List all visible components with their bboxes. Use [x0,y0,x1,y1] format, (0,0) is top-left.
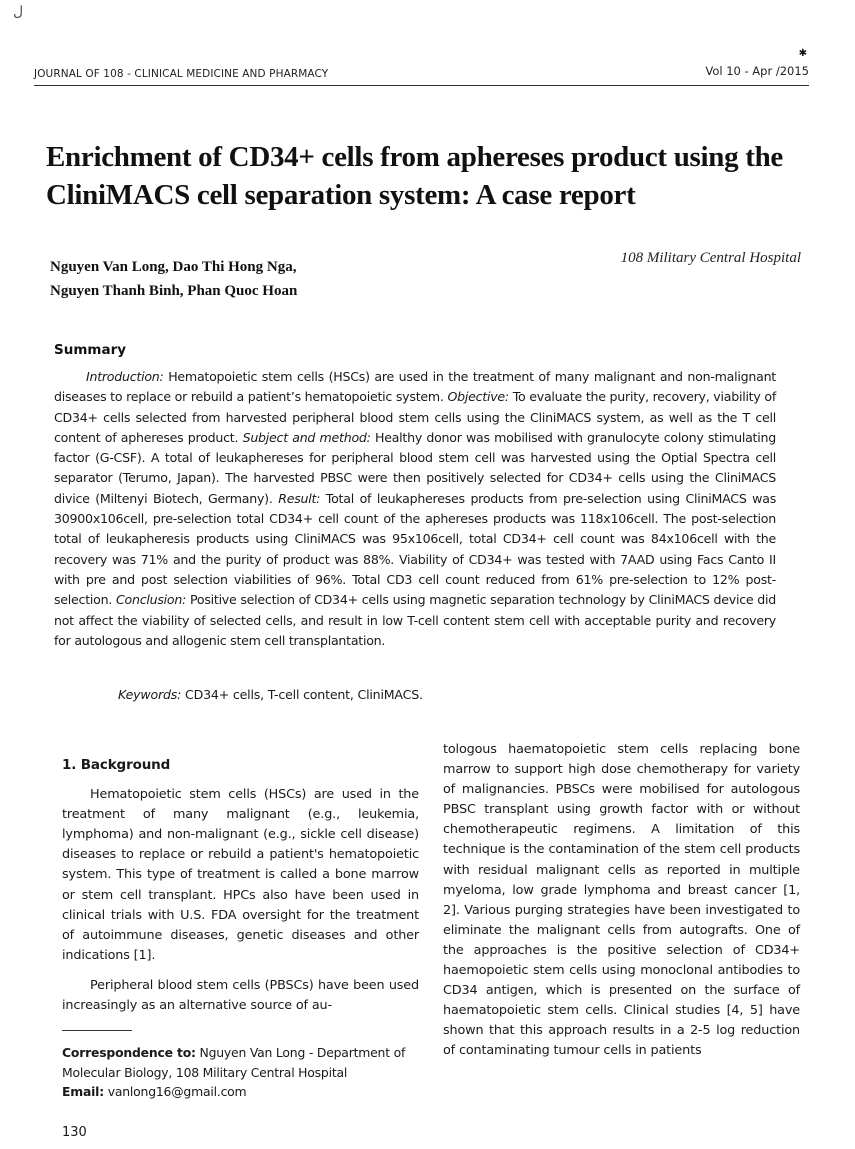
footnote-divider [62,1030,132,1031]
background-heading: 1. Background [62,757,171,773]
right-column [443,740,800,1072]
correspondence-footnote [62,1043,422,1102]
journal-name: JOURNAL OF 108 - CLINICAL MEDICINE AND PHARMACY [34,68,329,80]
keywords-label: Keywords: [118,687,182,702]
email-label: Email: [62,1084,104,1099]
page-number: 130 [62,1125,87,1140]
author-list [50,255,297,303]
result-label: Result: [278,490,321,506]
scan-artifact: ل [13,4,24,20]
keywords-text: CD34+ cells, T-cell content, CliniMACS. [181,687,423,702]
left-column [62,755,419,1026]
volume-info: Vol 10 - Apr /2015 [705,64,809,78]
result-text: Total of leukaphereses products from pre-selection using CliniMACS was 30900x106cell, pre-selection total CD34+ cell count of the aphereses products was 118x106cell. The post-selection total of leukapheresis products using CliniMACS was 95x106cell, total CD34+ cell count was 84x106cell with the recovery was 71% and the purity of product was 88%. Viability of CD34+ was tested with 7AAD using Facs Canto II with pre and post selection viabilities of 96%. Total CD3 cell count reduced from 61% pre-selection to 12% post-selection. [54,490,777,608]
correspondence-label: Correspondence to: [62,1045,196,1060]
keywords [118,687,423,702]
affiliation: 108 Military Central Hospital [620,250,801,266]
summary-heading: Summary [54,342,127,358]
correspondence-line [62,1043,422,1082]
star-icon: ✱ [798,48,807,59]
objective-label: Objective: [447,389,509,405]
abstract-paragraph [54,367,776,651]
summary-abstract [54,367,776,651]
method-text: Healthy donor was mobilised with granulocyte colony stimulating factor (G-CSF). A total of leukaphereses for peripheral blood stem cell was harvested using the Optial Spectra cell separator (Terumo, Japan). The harvested PBSC were then positively selected for CD34+ cells using the CliniMACS divice (Miltenyi Biotech, Germany). [54,429,776,506]
author-line-2: Nguyen Thanh Binh, Phan Quoc Hoan [50,283,298,299]
correspondence-text: Nguyen Van Long - Department of Molecular Biology, 108 Military Central Hospital [62,1045,406,1080]
method-label: Subject and method: [242,429,371,445]
article-title: Enrichment of CD34+ cells from aphereses product using the CliniMACS cell separation system: A case report [46,141,783,211]
header-divider [34,85,809,86]
email-address[interactable]: vanlong16@gmail.com [104,1084,247,1099]
conclusion-label: Conclusion: [115,592,187,608]
conclusion-text: Positive selection of CD34+ cells using magnetic separation technology by CliniMACS device did not affect the viability of selected cells, and result in low T-cell content stem cell with acceptable purity and recovery for autologous and allogenic stem cell transplantation. [54,592,776,648]
background-paragraph-1: Hematopoietic stem cells (HSCs) are used in the treatment of many malignant (e.g., leukemia, lymphoma) and non-malignant (e.g., sickle cell disease) diseases to replace or rebuild a patient's hematopoietic system. This type of treatment is called a bone marrow or stem cell transplant. HPCs also have been used in clinical trials with U.S. FDA oversight for the treatment of autoimmune diseases, genetic diseases and other indications [1]. [62,787,419,963]
objective-text: To evaluate the purity, recovery, viability of CD34+ cells selected from harvested peripheral blood stem cells using the CliniMACS system, as well as the T cell content of aphereses product. [54,389,777,445]
running-header [34,48,809,82]
background-paragraph-2: Peripheral blood stem cells (PBSCs) have been used increasingly as an alternative source of au- [62,977,419,1014]
author-line-1: Nguyen Van Long, Dao Thi Hong Nga, [50,259,297,275]
email-line [62,1082,422,1102]
intro-text: Hematopoietic stem cells (HSCs) are used in the treatment of many malignant and non-malignant diseases to replace or rebuild a patient’s hematopoietic system. [54,369,776,405]
intro-label: Introduction: [86,369,164,384]
background-paragraph-2-continued: tologous haematopoietic stem cells replacing bone marrow to support high dose chemotherapy for variety of malignancies. PBSCs were mobilised for autologous PBSC transplant using growth factor with or without chemotherapeutic regimens. A limitation of this technique is the contamination of the stem cell products with residual malignant cells as reported in multiple myeloma, low grade lymphoma and breast cancer [1, 2]. Various purging strategies have been investigated to eliminate the malignant cells from autografts. One of the approaches is the positive selection of CD34+ haemopoietic stem cells using monoclonal antibodies to CD34 antigen, which is presented on the surface of haematopoietic stem cells. Clinical studies [4, 5] have shown that this approach results in a 2-5 log reduction of contaminating tumour cells in patients [443,742,800,1059]
